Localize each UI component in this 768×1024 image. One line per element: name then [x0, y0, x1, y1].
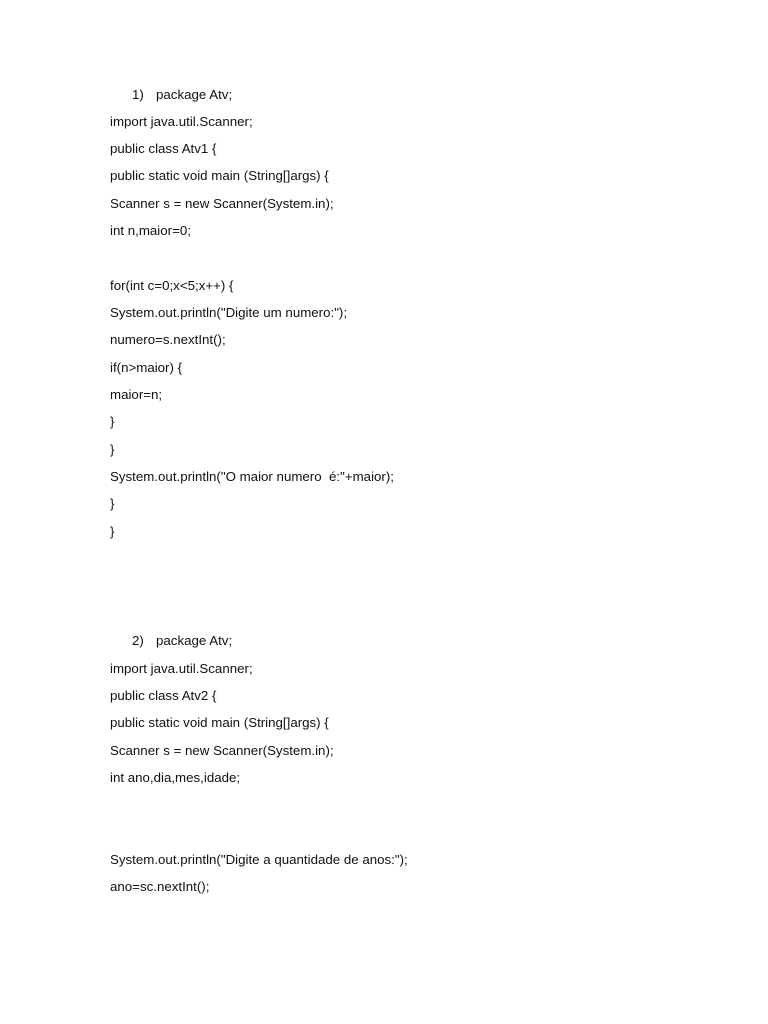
section-1-package-line: package Atv;	[156, 87, 233, 102]
code-line: public class Atv1 {	[110, 141, 217, 156]
code-line: int ano,dia,mes,idade;	[110, 770, 241, 785]
section-1-number: 1)	[132, 87, 144, 102]
code-line: }	[110, 442, 115, 457]
code-line: }	[110, 496, 115, 511]
section-2-header	[132, 633, 232, 649]
code-line: maior=n;	[110, 387, 163, 402]
code-line: public static void main (String[]args) {	[110, 715, 329, 730]
section-1-header	[132, 87, 232, 103]
code-line: Scanner s = new Scanner(System.in);	[110, 196, 334, 211]
code-line: numero=s.nextInt();	[110, 332, 226, 347]
code-line: int n,maior=0;	[110, 223, 191, 238]
code-line: for(int c=0;x<5;x++) {	[110, 278, 234, 293]
code-line: import java.util.Scanner;	[110, 661, 253, 676]
section-2-number: 2)	[132, 633, 144, 648]
code-line: ano=sc.nextInt();	[110, 879, 210, 894]
code-line: public class Atv2 {	[110, 688, 217, 703]
code-line: if(n>maior) {	[110, 360, 183, 375]
code-line: }	[110, 524, 115, 539]
code-line: public static void main (String[]args) {	[110, 168, 329, 183]
code-line: import java.util.Scanner;	[110, 114, 253, 129]
code-line: Scanner s = new Scanner(System.in);	[110, 743, 334, 758]
code-line: System.out.println("Digite um numero:");	[110, 305, 348, 320]
section-2-package-line: package Atv;	[156, 633, 233, 648]
code-line: System.out.println("Digite a quantidade de anos:");	[110, 852, 408, 867]
code-line: }	[110, 414, 115, 429]
code-line: System.out.println("O maior numero é:"+maior);	[110, 469, 394, 484]
